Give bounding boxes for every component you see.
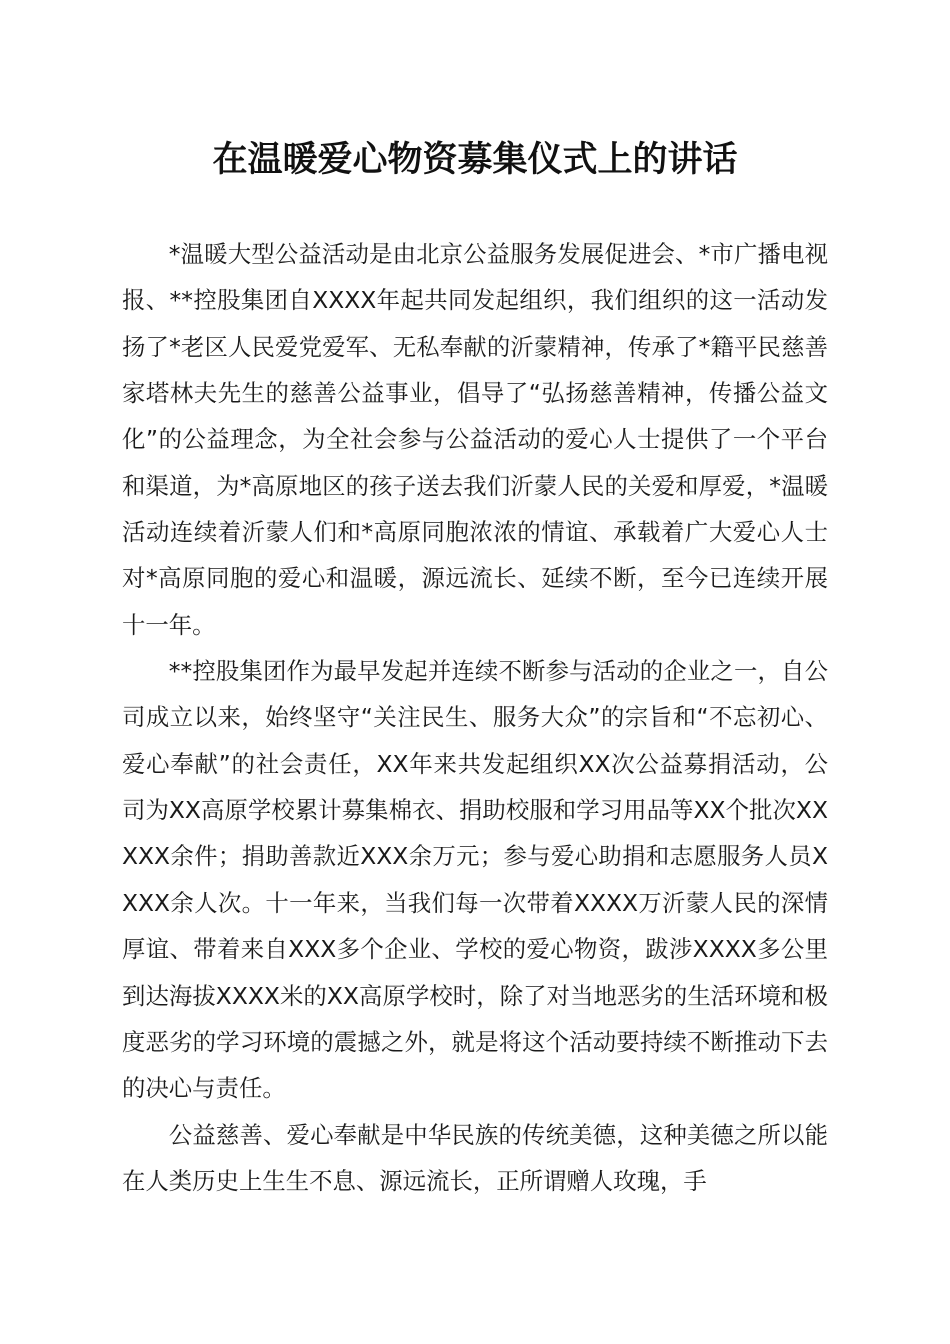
paragraph-2: **控股集团作为最早发起并连续不断参与活动的企业之一，自公司成立以来，始终坚守“关注民生、服务大众”的宗旨和“不忘初心、爱心奉献”的社会责任，XX年来共发起组织XX次公益募捐活动，公司为XX高原学校累计募集棉衣、捐助校服和学习用品等XX个批次XXXXX余件；捐助善款近XXX余万元；参与爱心助捐和志愿服务人员XXXX余人次。十一年来，当我们每一次带着XXXX万沂蒙人民的深情厚谊、带着来自XXX多个企业、学校的爱心物资，跋涉XXXX多公里到达海拔XXXX米的XX高原学校时，除了对当地恶劣的生活环境和极度恶劣的学习环境的震撼之外，就是将这个活动要持续不断推动下去的决心与责任。 [122,657,828,1103]
document-body [122,231,828,1204]
paragraph-1: *温暖大型公益活动是由北京公益服务发展促进会、*市广播电视报、**控股集团自XXXX年起共同发起组织，我们组织的这一活动发扬了*老区人民爱党爱军、无私奉献的沂蒙精神，传承了*籍平民慈善家塔林夫先生的慈善公益事业，倡导了“弘扬慈善精神，传播公益文化”的公益理念，为全社会参与公益活动的爱心人士提供了一个平台和渠道，为*高原地区的孩子送去我们沂蒙人民的关爱和厚爱，*温暖活动连续着沂蒙人们和*高原同胞浓浓的情谊、承载着广大爱心人士对*高原同胞的爱心和温暖，源远流长、延续不断，至今已连续开展十一年。 [122,240,828,639]
document-title: 在温暖爱心物资募集仪式上的讲话 [212,139,738,180]
paragraph-3: 公益慈善、爱心奉献是中华民族的传统美德，这种美德之所以能在人类历史上生生不息、源远流长，正所谓赠人玫瑰，手 [122,1120,828,1195]
